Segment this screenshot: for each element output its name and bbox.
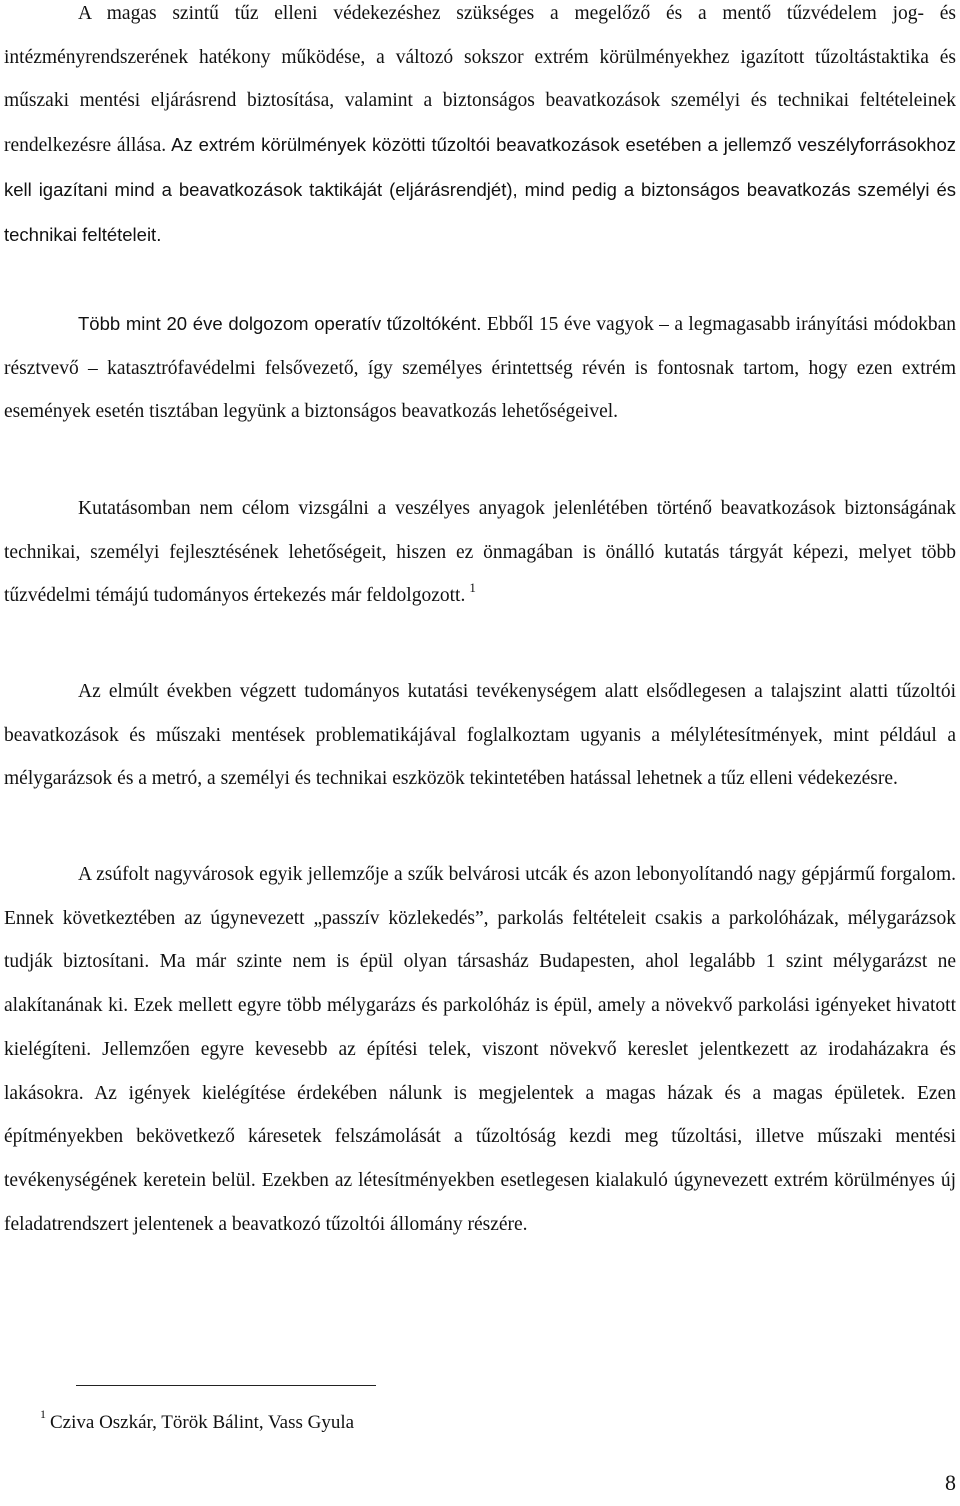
- paragraph-2: [4, 302, 956, 434]
- paragraph-3: [4, 487, 956, 618]
- footnote-divider: [76, 1385, 376, 1386]
- paragraph-4-text: Az elmúlt években végzett tudományos kutatási tevékenységem alatt elsődlegesen a talajszint alatti tűzoltói beavatkozások és műszaki mentések problematikájával foglalkoztam ugyanis a mélylétesítmények, mint például a mélygarázsok és a metró, a személyi és technikai eszközök tekintetében hatással lehetnek a tűz elleni védekezésre.: [4, 681, 956, 790]
- footnote-marker: 1: [40, 1406, 46, 1421]
- paragraph-4: [4, 670, 956, 801]
- paragraph-1-serif-text: A magas szintű tűz elleni védekezéshez szükséges a megelőző és a mentő tűzvédelem jog- és intézményrendszerének hatékony működése, a változó sokszor extrém körülményekhez igazított tűzoltástaktika és műszaki mentési eljárásrend biztosítása, valamint a biztonságos beavatkozások személyi és technikai feltételeinek rendelkezésre állása.: [4, 3, 956, 157]
- footnote-reference[interactable]: 1: [469, 579, 476, 595]
- paragraph-3-text: Kutatásomban nem célom vizsgálni a veszélyes anyagok jelenlétében történő beavatkozások biztonságának technikai, személyi fejlesztésének lehetőségeit, hiszen ez önmagában is önálló kutatás tárgyát képezi, melyet több tűzvédelmi témájú tudományos értekezés már feldolgozott.: [4, 498, 956, 607]
- footnote-text: Cziva Oszkár, Török Bálint, Vass Gyula: [50, 1412, 355, 1433]
- paragraph-1-sans-text: Az extrém körülmények közötti tűzoltói beavatkozások esetében a jellemző veszélyforrásokhoz kell igazítani mind a beavatkozások taktikáját (eljárásrendjét), mind pedig a biztonságos beavatkozás személyi és technikai feltételeit.: [4, 134, 956, 245]
- paragraph-2-sans-text: Több mint 20 éve dolgozom operatív tűzoltóként.: [78, 313, 482, 334]
- paragraph-5-text: A zsúfolt nagyvárosok egyik jellemzője a szűk belvárosi utcák és azon lebonyolítandó nagy gépjármű forgalom. Ennek következtében az úgynevezett „passzív közlekedés”, parkolás feltételeit csakis a parkolóházak, mélygarázsok tudják biztosítani. Ma már szinte nem is épül olyan társasház Budapesten, ahol legalább 1 szint mélygarázst ne alakítanának ki. Ezek mellett egyre több mélygarázs és parkolóház is épül, amely a növekvő parkolási igényeket hivatott kielégíteni. Jellemzően egyre kevesebb az építési telek, viszont növekvő kereslet jelentkezett az irodaházakra és lakásokra. Az igények kielégítése érdekében nálunk is megjelentek a magas házak és a magas épületek. Ezen építményekben bekövetkező káresetek felszámolását a tűzoltóság kezdi meg tűzoltási, illetve műszaki mentési tevékenységének keretein belül. Ezekben az létesítményekben esetlegesen kialakuló úgynevezett extrém körülményes új feladatrendszert jelentenek a beavatkozó tűzoltói állomány részére.: [4, 864, 956, 1235]
- page-number: 8: [945, 1470, 956, 1495]
- paragraph-5: [4, 853, 956, 1246]
- paragraph-2-serif-text: Ebből 15 éve vagyok – a legmagasabb irányítási módokban résztvevő – katasztrófavédelmi felsővezető, így személyes érintettség révén is fontosnak tartom, hogy ezen extrém események esetén tisztában legyünk a biztonságos beavatkozás lehetőségeivel.: [4, 314, 956, 423]
- paragraph-1: [4, 0, 956, 257]
- footnote: [40, 1406, 355, 1436]
